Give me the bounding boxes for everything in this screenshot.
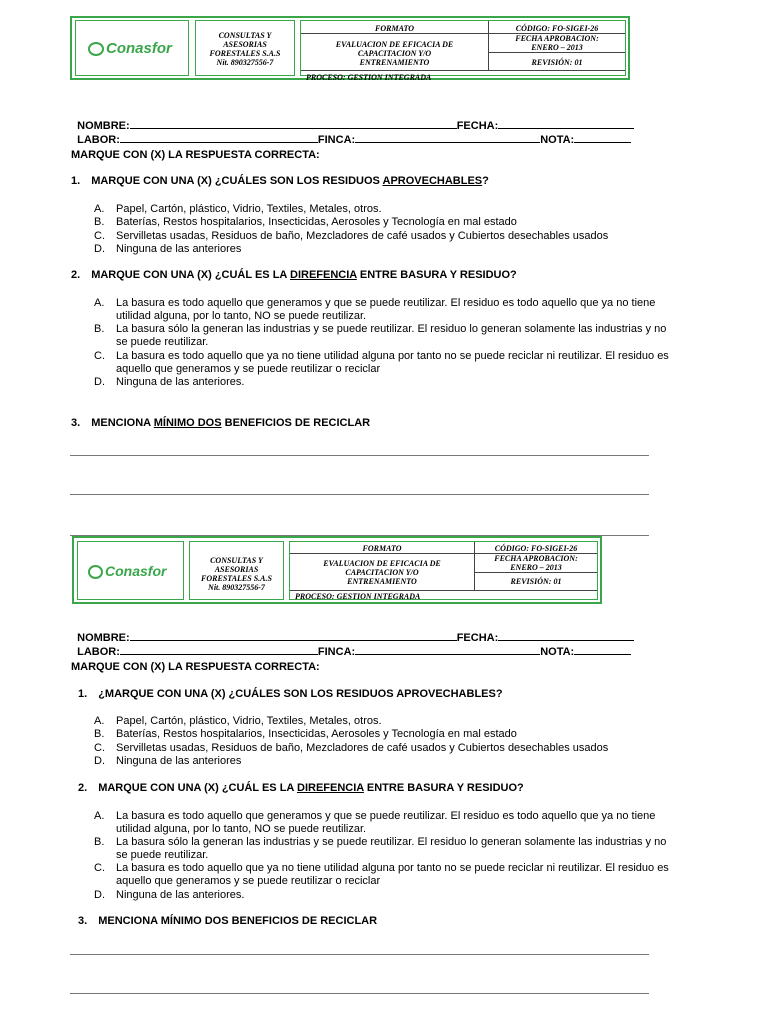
instruction: MARQUE CON (X) LA RESPUESTA CORRECTA: — [71, 661, 320, 673]
logo-box — [77, 541, 184, 600]
form-title-line: ENTRENAMIENTO — [347, 577, 417, 586]
option-letter: D. — [94, 376, 105, 388]
company-line: FORESTALES S.A.S — [201, 574, 272, 583]
option-letter: C. — [94, 350, 105, 362]
company-line: ASESORIAS — [214, 565, 259, 574]
option-text[interactable]: La basura sólo la generan las industrias y se puede reutilizar. El residuo lo generan solamente las industrias y no se puede reutilizar. — [116, 323, 667, 348]
fecha-label: FECHA: — [456, 632, 499, 644]
option-text[interactable]: La basura sólo la generan las industrias y se puede reutilizar. El residuo lo generan solamente las industrias y no se puede reutilizar. — [116, 836, 667, 861]
form-title-line: CAPACITACION Y/O — [345, 568, 419, 577]
finca-blank[interactable] — [355, 645, 540, 655]
finca-label: FINCA: — [317, 134, 356, 146]
company-line: CONSULTAS Y — [210, 556, 263, 565]
option-text[interactable]: Papel, Cartón, plástico, Vidrio, Textiles, Metales, otros. — [116, 715, 382, 727]
option-text[interactable]: Ninguna de las anteriores. — [116, 376, 245, 388]
answer-line[interactable] — [70, 494, 649, 495]
option-text[interactable]: Servilletas usadas, Residuos de baño, Mezcladores de café usados y Cubiertos desechables usados — [116, 742, 609, 754]
formato-label: FORMATO — [375, 24, 414, 33]
answer-line[interactable] — [70, 993, 649, 994]
nombre-label: NOMBRE: — [77, 120, 130, 132]
logo-icon — [88, 565, 103, 579]
company-nit: Nit. 890327556-7 — [208, 583, 265, 592]
fecha-aprobacion: FECHA APROBACION: — [494, 554, 578, 563]
fecha-aprobacion-value: ENERO – 2013 — [510, 563, 562, 572]
company-box — [195, 20, 295, 76]
option-text[interactable]: Baterías, Restos hospitalarios, Insecticidas, Aerosoles y Tecnología en mal estado — [116, 728, 517, 740]
option-text[interactable]: La basura es todo aquello que ya no tiene utilidad alguna por tanto no se puede reciclar ni reutilizar. El residuo es aquello que generamos y se puede reutilizar o reciclar — [116, 350, 669, 375]
finca-label: FINCA: — [317, 646, 356, 658]
option-letter: A. — [94, 203, 105, 215]
labor-blank[interactable] — [120, 645, 318, 655]
option-text[interactable]: Ninguna de las anteriores — [116, 243, 242, 255]
labor-label: LABOR: — [77, 134, 120, 146]
proceso-label: PROCESO: GESTION INTEGRADA — [306, 73, 432, 82]
option-letter: A. — [94, 715, 105, 727]
option-letter: B. — [94, 216, 105, 228]
nota-label: NOTA: — [540, 646, 575, 658]
option-letter: A. — [94, 297, 105, 309]
option-letter: C. — [94, 230, 105, 242]
fecha-aprobacion: FECHA APROBACION: — [515, 34, 599, 43]
finca-blank[interactable] — [355, 133, 540, 143]
codigo-label: CÓDIGO: FO-SIGEI-26 — [494, 544, 578, 553]
logo-text: Conasfor — [105, 563, 167, 579]
answer-line[interactable] — [70, 455, 649, 456]
form-title-line: ENTRENAMIENTO — [359, 58, 430, 67]
company-box — [189, 541, 284, 600]
option-letter: D. — [94, 889, 105, 901]
labor-blank[interactable] — [120, 133, 318, 143]
option-letter: D. — [94, 243, 105, 255]
company-line: ASESORIAS — [223, 40, 267, 49]
option-text[interactable]: La basura es todo aquello que generamos y que se puede reutilizar. El residuo es todo aquello que ya no tiene utilidad alguna, por lo tanto, NO se puede reutilizar. — [116, 297, 656, 322]
option-letter: C. — [94, 862, 105, 874]
logo-box — [75, 20, 189, 76]
nota-label: NOTA: — [540, 134, 575, 146]
logo-text: Conasfor — [106, 40, 172, 57]
option-text[interactable]: Ninguna de las anteriores. — [116, 889, 245, 901]
question-1: 1. ¿MARQUE CON UNA (X) ¿CUÁLES SON LOS RESIDUOS APROVECHABLES? — [78, 688, 503, 700]
proceso-label: PROCESO: GESTION INTEGRADA — [295, 592, 421, 601]
logo-icon — [88, 42, 104, 56]
option-letter: B. — [94, 728, 105, 740]
option-text[interactable]: La basura es todo aquello que ya no tiene utilidad alguna por tanto no se puede reciclar ni reutilizar. El residuo es aquello que generamos y se puede reutilizar o reciclar — [116, 862, 669, 887]
nota-blank[interactable] — [574, 133, 631, 143]
option-letter: D. — [94, 755, 105, 767]
formato-label: FORMATO — [362, 544, 402, 553]
instruction: MARQUE CON (X) LA RESPUESTA CORRECTA: — [71, 149, 320, 161]
question-2: 2. MARQUE CON UNA (X) ¿CUÁL ES LA DIREFENCIA ENTRE BASURA Y RESIDUO? — [78, 782, 524, 794]
question-3: 3. MENCIONA MÍNIMO DOS BENEFICIOS DE RECICLAR — [71, 417, 371, 429]
labor-label: LABOR: — [77, 646, 120, 658]
option-text[interactable]: La basura es todo aquello que generamos y que se puede reutilizar. El residuo es todo aquello que ya no tiene utilidad alguna, por lo tanto, NO se puede reutilizar. — [116, 810, 656, 835]
company-line: FORESTALES S.A.S — [209, 49, 281, 58]
form-title-line: EVALUACION DE EFICACIA DE — [323, 559, 441, 568]
fecha-aprobacion-value: ENERO – 2013 — [531, 43, 583, 52]
form-title-line: EVALUACION DE EFICACIA DE — [335, 40, 454, 49]
revision-label: REVISIÓN: 01 — [510, 577, 562, 586]
question-2: 2. MARQUE CON UNA (X) ¿CUÁL ES LA DIREFENCIA ENTRE BASURA Y RESIDUO? — [71, 269, 517, 281]
company-line: CONSULTAS Y — [218, 31, 272, 40]
option-letter: B. — [94, 323, 105, 335]
question-3: 3. MENCIONA MÍNIMO DOS BENEFICIOS DE RECICLAR — [78, 915, 378, 927]
codigo-label: CÓDIGO: FO-SIGEI-26 — [515, 24, 599, 33]
question-1: 1. MARQUE CON UNA (X) ¿CUÁLES SON LOS RESIDUOS APROVECHABLES? — [71, 175, 489, 187]
answer-line[interactable] — [70, 954, 649, 955]
nota-blank[interactable] — [574, 645, 631, 655]
option-letter: C. — [94, 742, 105, 754]
form-title-line: CAPACITACION Y/O — [357, 49, 432, 58]
option-text[interactable]: Baterías, Restos hospitalarios, Insecticidas, Aerosoles y Tecnología en mal estado — [116, 216, 517, 228]
nombre-label: NOMBRE: — [77, 632, 130, 644]
company-nit: Nit. 890327556-7 — [216, 58, 274, 67]
option-text[interactable]: Ninguna de las anteriores — [116, 755, 242, 767]
option-text[interactable]: Papel, Cartón, plástico, Vidrio, Textiles, Metales, otros. — [116, 203, 382, 215]
option-text[interactable]: Servilletas usadas, Residuos de baño, Mezcladores de café usados y Cubiertos desechables usados — [116, 230, 609, 242]
option-letter: A. — [94, 810, 105, 822]
fecha-label: FECHA: — [456, 120, 499, 132]
revision-label: REVISIÓN: 01 — [531, 58, 583, 67]
option-letter: B. — [94, 836, 105, 848]
